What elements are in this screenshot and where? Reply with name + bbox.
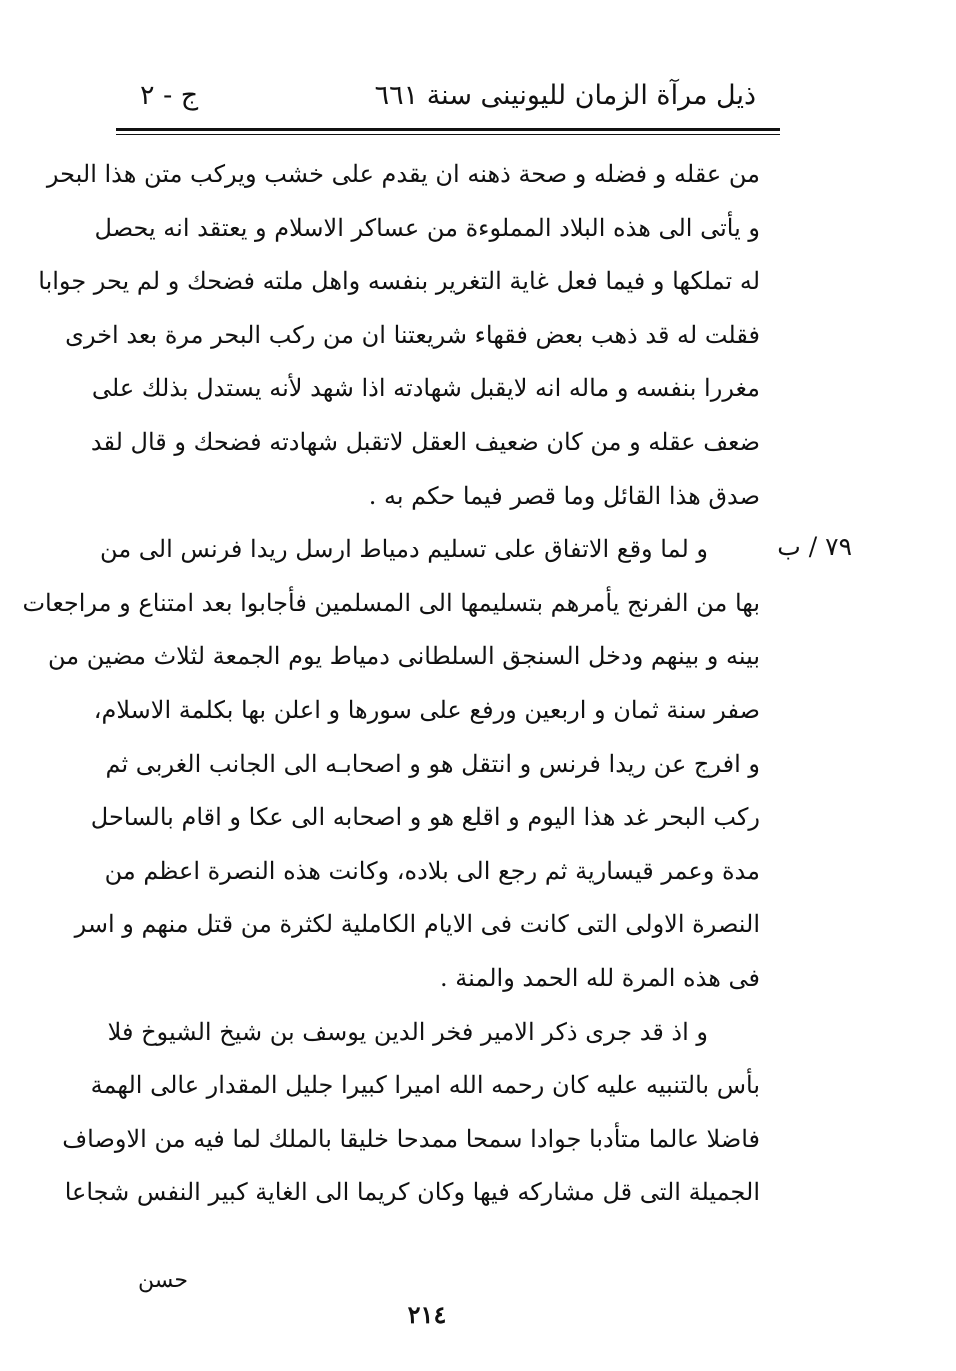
text-line: بها من الفرنج يأمرهم بتسليمها الى المسلمين فأجابوا بعد امتناع و مراجعات: [22, 588, 760, 617]
text-line: صفر سنة ثمان و اربعين ورفع على سورها و اعلن بها بكلمة الاسلام،: [93, 695, 760, 724]
text-line: و يأتى الى هذه البلاد المملوءة من عساكر الاسلام و يعتقد انه يحصل: [94, 213, 760, 242]
text-line: فاضلا عالما متأدبا جوادا سمحا ممدحا خليقا بالملك لما فيه من الاوصاف: [62, 1124, 760, 1153]
text-line: و لما وقع الاتفاق على تسليم دمياط ارسل ريدا فرنس الى من: [100, 535, 708, 564]
text-line: النصرة الاولى التى كانت فى الايام الكاملية لكثرة من قتل منهم و اسر: [74, 910, 760, 939]
text-line: فقلت له قد ذهب بعض فقهاء شريعتنا ان من ركب البحر مرة بعد اخرى: [65, 320, 760, 349]
text-line: من عقله و فضله و صحة ذهنه ان يقدم على خشب ويركب متن هذا البحر: [46, 160, 760, 188]
text-line: و افرج عن ريدا فرنس و انتقل هو و اصحابـه الى الجانب الغربى ثم: [105, 749, 760, 778]
header-title: ذيل مرآة الزمان لليونينى سنة ٦٦١: [374, 80, 756, 111]
body-text: [22, 148, 760, 1220]
header-rule: [116, 128, 780, 131]
text-line: ضعف عقله و من كان ضعيف العقل لاتقبل شهادته فضحك و قال لقد: [90, 427, 760, 456]
text-line: فى هذه المرة لله الحمد والمنة .: [439, 963, 760, 992]
text-line: بأس بالتنبيه عليه كان رحمه الله اميرا كبيرا جليل المقدار عالى الهمة: [90, 1071, 760, 1100]
running-header: [118, 72, 778, 118]
text-line: مغررا بنفسه و ماله انه لايقبل شهادته اذا شهد لأنه يستدل بذلك على: [91, 374, 760, 403]
text-line: له تملكها و فيما فعل غاية التغرير بنفسه واهل ملته فضحك و لم يحر جوابا: [38, 267, 760, 296]
header-rule-thin: [116, 134, 780, 135]
text-line: الجميلة التى قل مشاركه فيها وكان كريما الى الغاية كبير النفس شجاعا: [64, 1178, 760, 1207]
folio-margin-note: ٧٩ / ب: [777, 532, 852, 561]
text-line: و اذ قد جرى ذكر الامير فخر الدين يوسف بن شيخ الشيوخ فلا: [107, 1017, 708, 1046]
text-line: صدق هذا القائل وما قصر فيما حكم به .: [368, 481, 760, 510]
page-number: ٢١٤: [407, 1300, 447, 1329]
text-line: بينه و بينهم ودخل السنجق السلطانى دمياط يوم الجمعة لثلاث مضين من: [48, 642, 760, 671]
header-volume: ج - ٢: [140, 80, 199, 111]
text-line: ركب البحر غد هذا اليوم و اقلع هو و اصحابه الى عكا و اقام بالساحل: [90, 803, 760, 832]
text-line: مدة وعمر قيسارية ثم رجع الى بلاده، وكانت هذه النصرة اعظم من: [104, 856, 760, 885]
catchword: حسن: [138, 1268, 188, 1293]
